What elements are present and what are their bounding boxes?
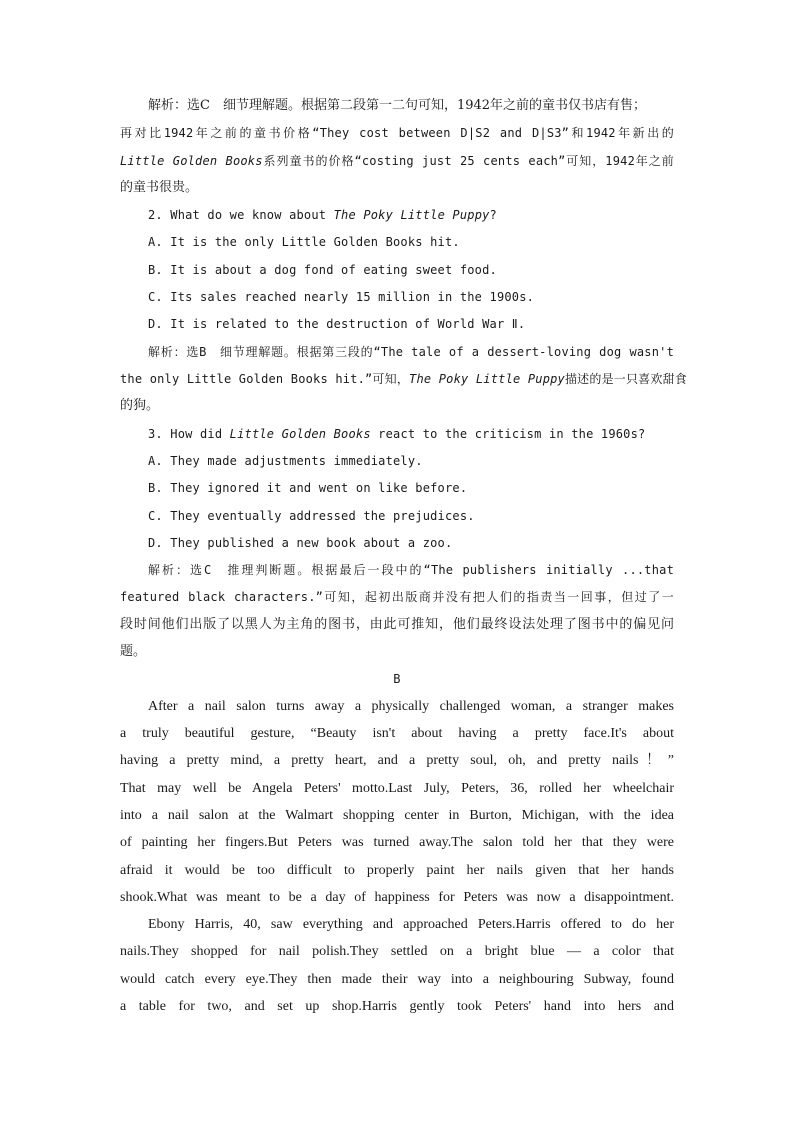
passage-paragraph-1: a truly beautiful gesture, “Beauty isn't about having a pretty face.It's about [120, 726, 674, 741]
option-a: A. They made adjustments immediately. [148, 454, 423, 468]
passage-paragraph-1: That may well be Angela Peters' motto.Last July, Peters, 36, rolled her wheelchair [120, 781, 674, 796]
option-b: B. They ignored it and went on like before. [148, 481, 468, 495]
answer-explanation-1: 解析：选C 细节理解题。根据第二段第一二句可知，1942年之前的童书仅书店有售； [148, 98, 647, 113]
answer-explanation-3: 题。 [120, 644, 147, 659]
answer-explanation-1: 的童书很贵。 [120, 180, 199, 195]
passage-paragraph-2: would catch every eye.They then made their way into a neighbouring Subway, found [120, 972, 674, 987]
option-d: D. They published a new book about a zoo. [148, 536, 453, 550]
option-b: B. It is about a dog fond of eating sweet food. [148, 263, 497, 277]
option-d: D. It is related to the destruction of World War Ⅱ. [148, 317, 526, 331]
passage-paragraph-2: a table for two, and set up shop.Harris gently took Peters' hand into hers and [120, 999, 674, 1014]
passage-paragraph-1: into a nail salon at the Walmart shopping center in Burton, Michigan, with the idea [120, 808, 674, 823]
answer-explanation-1: 再对比1942年之前的童书价格“They cost between D|S2 and D|S3”和1942年新出的 [120, 126, 674, 140]
answer-explanation-2: 的狗。 [120, 398, 160, 413]
option-c: C. They eventually addressed the prejudices. [148, 509, 475, 523]
answer-explanation-2: the only Little Golden Books hit.”可知，The Poky Little Puppy描述的是一只喜欢甜食 [120, 372, 687, 386]
passage-paragraph-2: Ebony Harris, 40, saw everything and approached Peters.Harris offered to do her [148, 917, 674, 932]
answer-explanation-1: Little Golden Books系列童书的价格“costing just 25 cents each”可知，1942年之前 [120, 154, 674, 168]
answer-explanation-3: 段时间他们出版了以黑人为主角的图书，由此可推知，他们最终设法处理了图书中的偏见问 [120, 617, 674, 632]
option-c: C. Its sales reached nearly 15 million in the 1900s. [148, 290, 535, 304]
passage-paragraph-1: afraid it would be too difficult to properly paint her nails given that her hands [120, 863, 674, 878]
passage-paragraph-2: nails.They shopped for nail polish.They settled on a bright blue — a color that [120, 944, 674, 959]
passage-paragraph-1: After a nail salon turns away a physically challenged woman, a stranger makes [148, 699, 674, 714]
question-2: 2. What do we know about The Poky Little Puppy? [148, 208, 497, 222]
passage-paragraph-1: shook.What was meant to be a day of happiness for Peters was now a disappointment. [120, 890, 674, 905]
section-heading: B [393, 672, 401, 686]
answer-explanation-3: 解析：选C 推理判断题。根据最后一段中的“The publishers initially ...that [148, 563, 674, 577]
passage-paragraph-1: having a pretty mind, a pretty heart, and a pretty soul, oh, and pretty nails！” [120, 753, 674, 768]
option-a: A. It is the only Little Golden Books hit. [148, 235, 460, 249]
question-3: 3. How did Little Golden Books react to the criticism in the 1960s? [148, 427, 646, 441]
answer-explanation-3: featured black characters.”可知，起初出版商并没有把人们的指责当一回事，但过了一 [120, 590, 674, 604]
passage-paragraph-1: of painting her fingers.But Peters was turned away.The salon told her that they were [120, 835, 674, 850]
answer-explanation-2: 解析：选B 细节理解题。根据第三段的“The tale of a dessert-loving dog wasn't [148, 345, 674, 359]
